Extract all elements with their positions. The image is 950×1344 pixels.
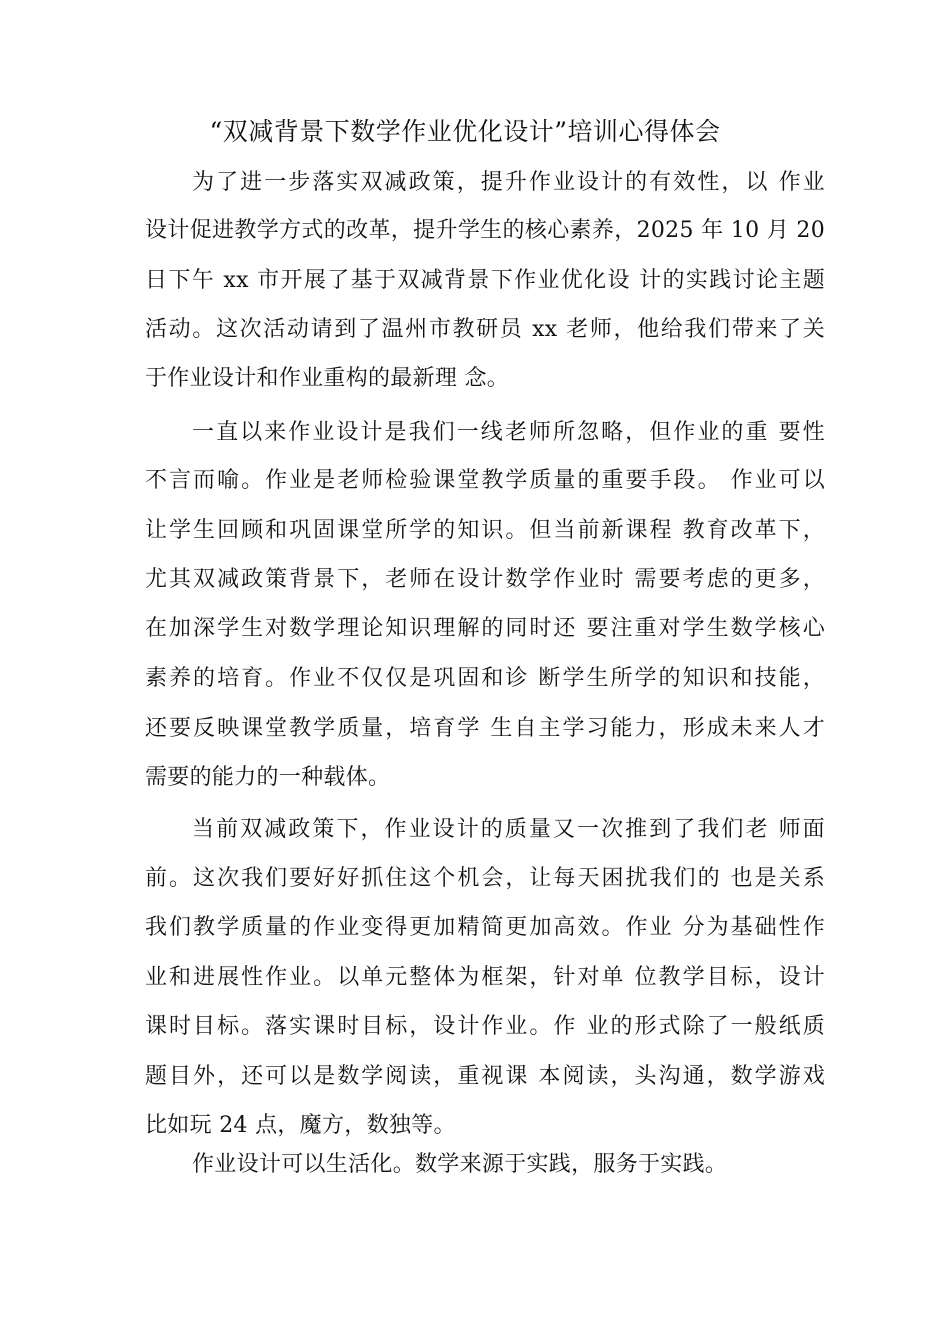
paragraph-2-line-8: 需要的能力的一种载体。: [145, 765, 391, 790]
paragraph-1-line-2: 设计促进教学方式的改革，提升学生的核心素养，2025 年 10 月 20: [145, 218, 825, 243]
paragraph-2-line-4: 尤其双减政策背景下，老师在设计数学作业时 需要考虑的更多，: [145, 567, 825, 592]
paragraph-3-line-4: 业和进展性作业。以单元整体为框架，针对单 位教学目标，设计: [145, 965, 825, 990]
paragraph-1-line-1: 为了进一步落实双减政策，提升作业设计的有效性，以 作业: [192, 170, 825, 195]
paragraph-2-line-6: 素养的培育。作业不仅仅是巩固和诊 断学生所学的知识和技能，: [145, 666, 825, 691]
paragraph-3-line-3: 我们教学质量的作业变得更加精简更加高效。作业 分为基础性作: [145, 915, 825, 940]
paragraph-2-line-5: 在加深学生对数学理论知识理解的同时还 要注重对学生数学核心: [145, 616, 825, 641]
paragraph-3-line-5: 课时目标。落实课时目标，设计作业。作 业的形式除了一般纸质: [145, 1014, 825, 1039]
paragraph-3-line-7: 比如玩 24 点，魔方，数独等。: [145, 1113, 456, 1138]
paragraph-2-line-7: 还要反映课堂教学质量，培育学 生自主学习能力，形成未来人才: [145, 716, 825, 741]
document-title: “双减背景下数学作业优化设计”培训心得体会: [209, 117, 721, 146]
paragraph-2-line-2: 不言而喻。作业是老师检验课堂教学质量的重要手段。 作业可以: [145, 468, 825, 493]
paragraph-3-line-1: 当前双减政策下，作业设计的质量又一次推到了我们老 师面: [192, 817, 825, 842]
paragraph-1-line-3: 日下午 xx 市开展了基于双减背景下作业优化设 计的实践讨论主题: [145, 268, 825, 293]
paragraph-2-line-1: 一直以来作业设计是我们一线老师所忽略，但作业的重 要性: [192, 420, 825, 445]
paragraph-3-line-2: 前。这次我们要好好抓住这个机会，让每天困扰我们的 也是关系: [145, 866, 825, 891]
paragraph-2-line-3: 让学生回顾和巩固课堂所学的知识。但当前新课程 教育改革下，: [145, 518, 825, 543]
paragraph-1-line-4: 活动。这次活动请到了温州市教研员 xx 老师，他给我们带来了关: [145, 317, 825, 342]
paragraph-1-line-5: 于作业设计和作业重构的最新理 念。: [145, 366, 510, 391]
paragraph-4-line-1: 作业设计可以生活化。数学来源于实践，服务于实践。: [192, 1152, 728, 1177]
paragraph-3-line-6: 题目外，还可以是数学阅读，重视课 本阅读，头沟通，数学游戏: [145, 1064, 825, 1089]
